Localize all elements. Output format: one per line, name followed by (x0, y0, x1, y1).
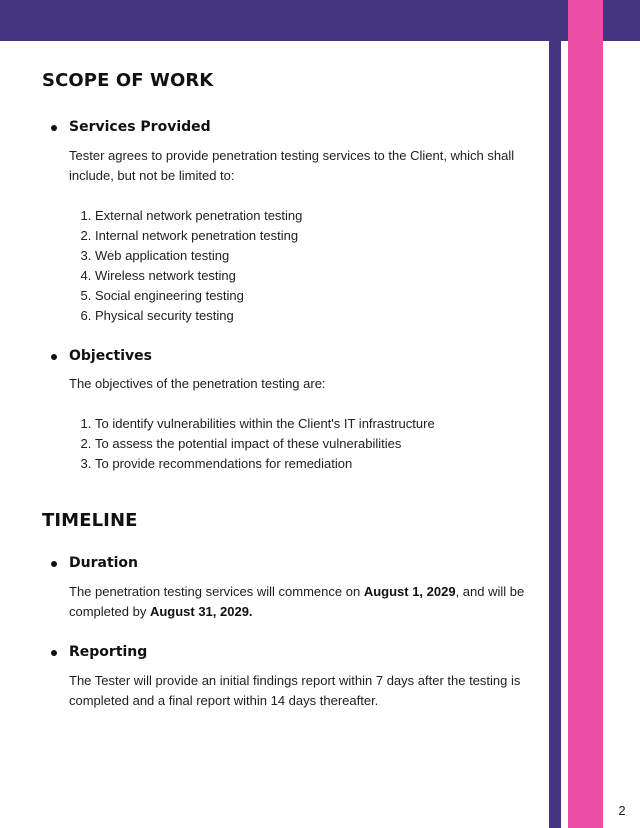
decorative-pink-stripe (568, 0, 603, 828)
decorative-purple-stripe (549, 41, 561, 828)
list-item: 2. Internal network penetration testing (95, 226, 532, 246)
services-list (42, 206, 532, 326)
end-date: August 31, 2029. (149, 604, 253, 619)
bullet-icon (51, 650, 57, 656)
subheading-duration (42, 555, 532, 571)
list-item: 3. To provide recommendations for remediation (95, 454, 532, 474)
services-intro: Tester agrees to provide penetration testing services to the Client, which shall include, but not be limited to: (69, 148, 515, 183)
subheading-reporting-label: Reporting (69, 644, 148, 660)
duration-text-b: , and will be completed by (69, 584, 525, 619)
reporting-text: The Tester will provide an initial findings report within 7 days after the testing is completed and a final report within 14 days thereafter. (69, 673, 521, 708)
subheading-objectives-label: Objectives (69, 348, 152, 364)
subheading-duration-label: Duration (69, 555, 139, 571)
header-bar (0, 0, 640, 41)
bullet-icon (51, 561, 57, 567)
section-title-timeline: TIMELINE (42, 510, 138, 531)
bullet-icon (51, 354, 57, 360)
list-item: 4. Wireless network testing (95, 266, 532, 286)
section-title-scope: SCOPE OF WORK (42, 70, 214, 91)
subheading-objectives (42, 348, 532, 364)
subheading-services (42, 119, 532, 135)
page-number: 2 (618, 803, 626, 818)
list-item: 6. Physical security testing (95, 306, 532, 326)
duration-text (42, 582, 532, 622)
list-item: 1. External network penetration testing (95, 206, 532, 226)
objectives-list (42, 414, 532, 474)
start-date: August 1, 2029 (363, 584, 456, 599)
duration-text-a: The penetration testing services will commence on (69, 584, 364, 599)
document-content (42, 70, 532, 711)
bullet-icon (51, 125, 57, 131)
objectives-intro: The objectives of the penetration testing are: (69, 376, 326, 391)
list-item: 2. To assess the potential impact of these vulnerabilities (95, 434, 532, 454)
list-item: 3. Web application testing (95, 246, 532, 266)
subheading-reporting (42, 644, 532, 660)
list-item: 5. Social engineering testing (95, 286, 532, 306)
list-item: 1. To identify vulnerabilities within the Client's IT infrastructure (95, 414, 532, 434)
subheading-services-label: Services Provided (69, 119, 211, 135)
